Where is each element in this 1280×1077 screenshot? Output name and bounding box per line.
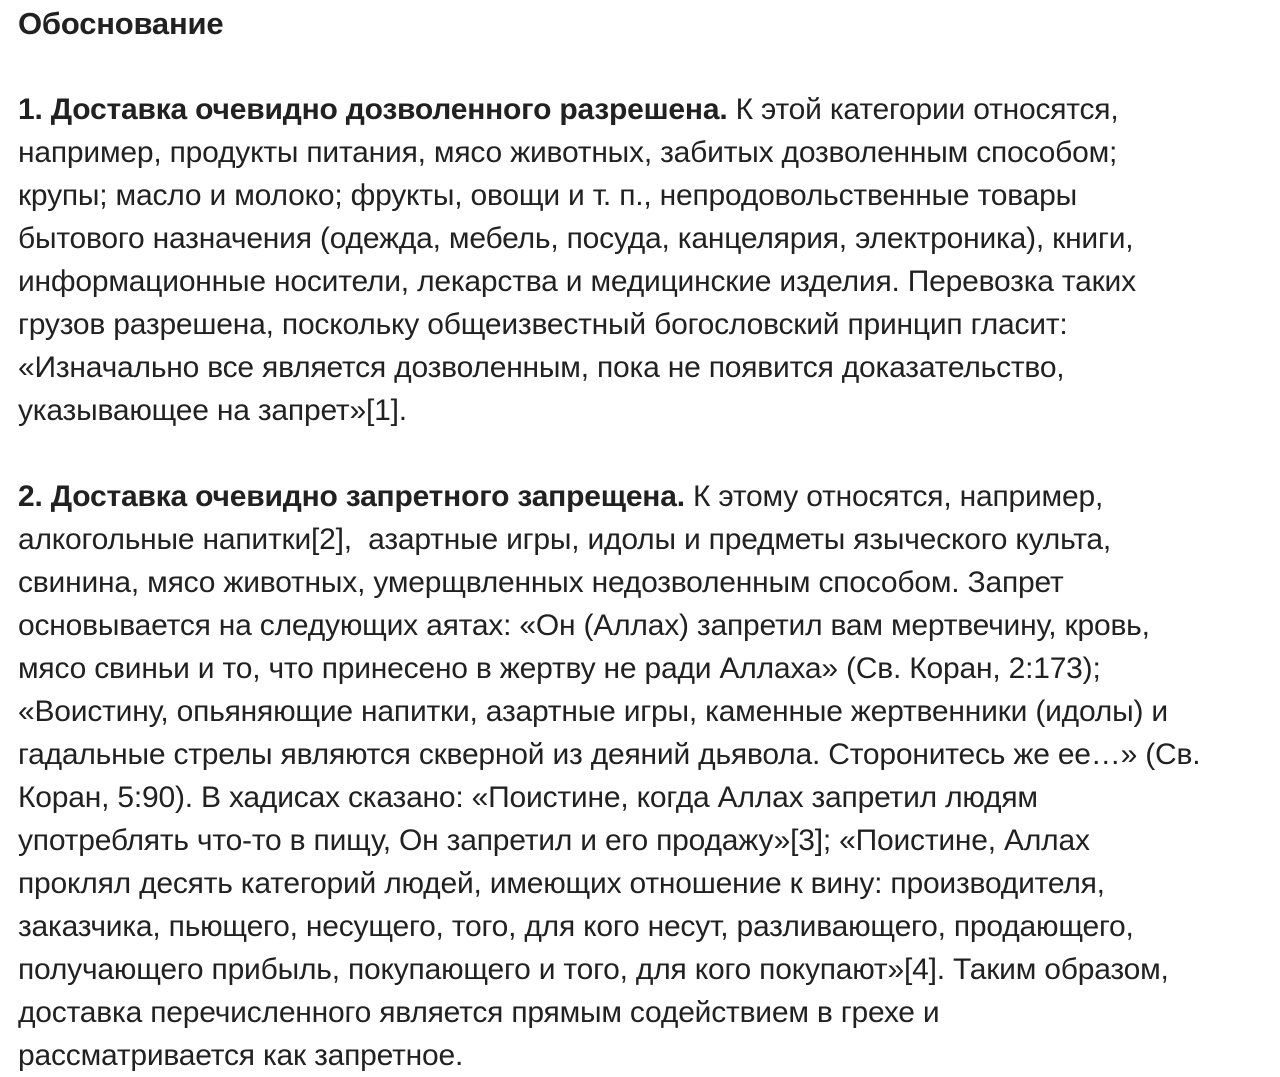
text-line: алкогольные напитки[2], азартные игры, идолы и предметы языческого культа, (18, 523, 1112, 556)
text-line: получающего прибыль, покупающего и того, для кого покупают»[4]. Таким образом, (18, 953, 1169, 986)
paragraph-1 (18, 88, 1260, 432)
text-line: «Воистину, опьяняющие напитки, азартные игры, каменные жертвенники (идолы) и (18, 695, 1168, 728)
paragraph-2-lead-line (18, 475, 1260, 518)
paragraph-2-lead-bold: 2. Доставка очевидно запретного запрещена. (18, 480, 685, 513)
text-line: гадальные стрелы являются скверной из деяний дьявола. Сторонитесь же ее…» (Св. (18, 738, 1201, 771)
paragraph-1-lead-rest: К этой категории относятся, (727, 93, 1119, 126)
paragraph-1-lead-line (18, 88, 1260, 131)
section-heading: Обоснование (18, 6, 224, 41)
text-line: указывающее на запрет»[1]. (18, 394, 407, 427)
text-line: свинина, мясо животных, умерщвленных недозволенным способом. Запрет (18, 566, 1064, 599)
text-line: например, продукты питания, мясо животных, забитых дозволенным способом; (18, 136, 1118, 169)
paragraph-2 (18, 475, 1260, 1077)
text-line: доставка перечисленного является прямым содействием в грехе и (18, 996, 940, 1029)
text-line: Коран, 5:90). В хадисах сказано: «Поистине, когда Аллах запретил людям (18, 781, 1038, 814)
paragraph-2-lead-rest: К этому относятся, например, (684, 480, 1104, 513)
text-line: бытового назначения (одежда, мебель, посуда, канцелярия, электроника), книги, (18, 222, 1134, 255)
paragraph-1-lead-bold: 1. Доставка очевидно дозволенного разрешена. (18, 93, 728, 126)
text-line: рассматривается как запретное. (18, 1039, 464, 1072)
text-line: употреблять что-то в пищу, Он запретил и его продажу»[3]; «Поистине, Аллах (18, 824, 1090, 857)
text-line: грузов разрешена, поскольку общеизвестный богословский принцип гласит: (18, 308, 1068, 341)
text-line: мясо свиньи и то, что принесено в жертву не ради Аллаха» (Св. Коран, 2:173); (18, 652, 1101, 685)
text-line: «Изначально все является дозволенным, пока не появится доказательство, (18, 351, 1065, 384)
text-line: основывается на следующих аятах: «Он (Аллах) запретил вам мертвечину, кровь, (18, 609, 1150, 642)
text-line: заказчика, пьющего, несущего, того, для кого несут, разливающего, продающего, (18, 910, 1134, 943)
text-line: информационные носители, лекарства и медицинские изделия. Перевозка таких (18, 265, 1136, 298)
text-line: крупы; масло и молоко; фрукты, овощи и т. п., непродовольственные товары (18, 179, 1077, 212)
text-line: проклял десять категорий людей, имеющих отношение к вину: производителя, (18, 867, 1105, 900)
